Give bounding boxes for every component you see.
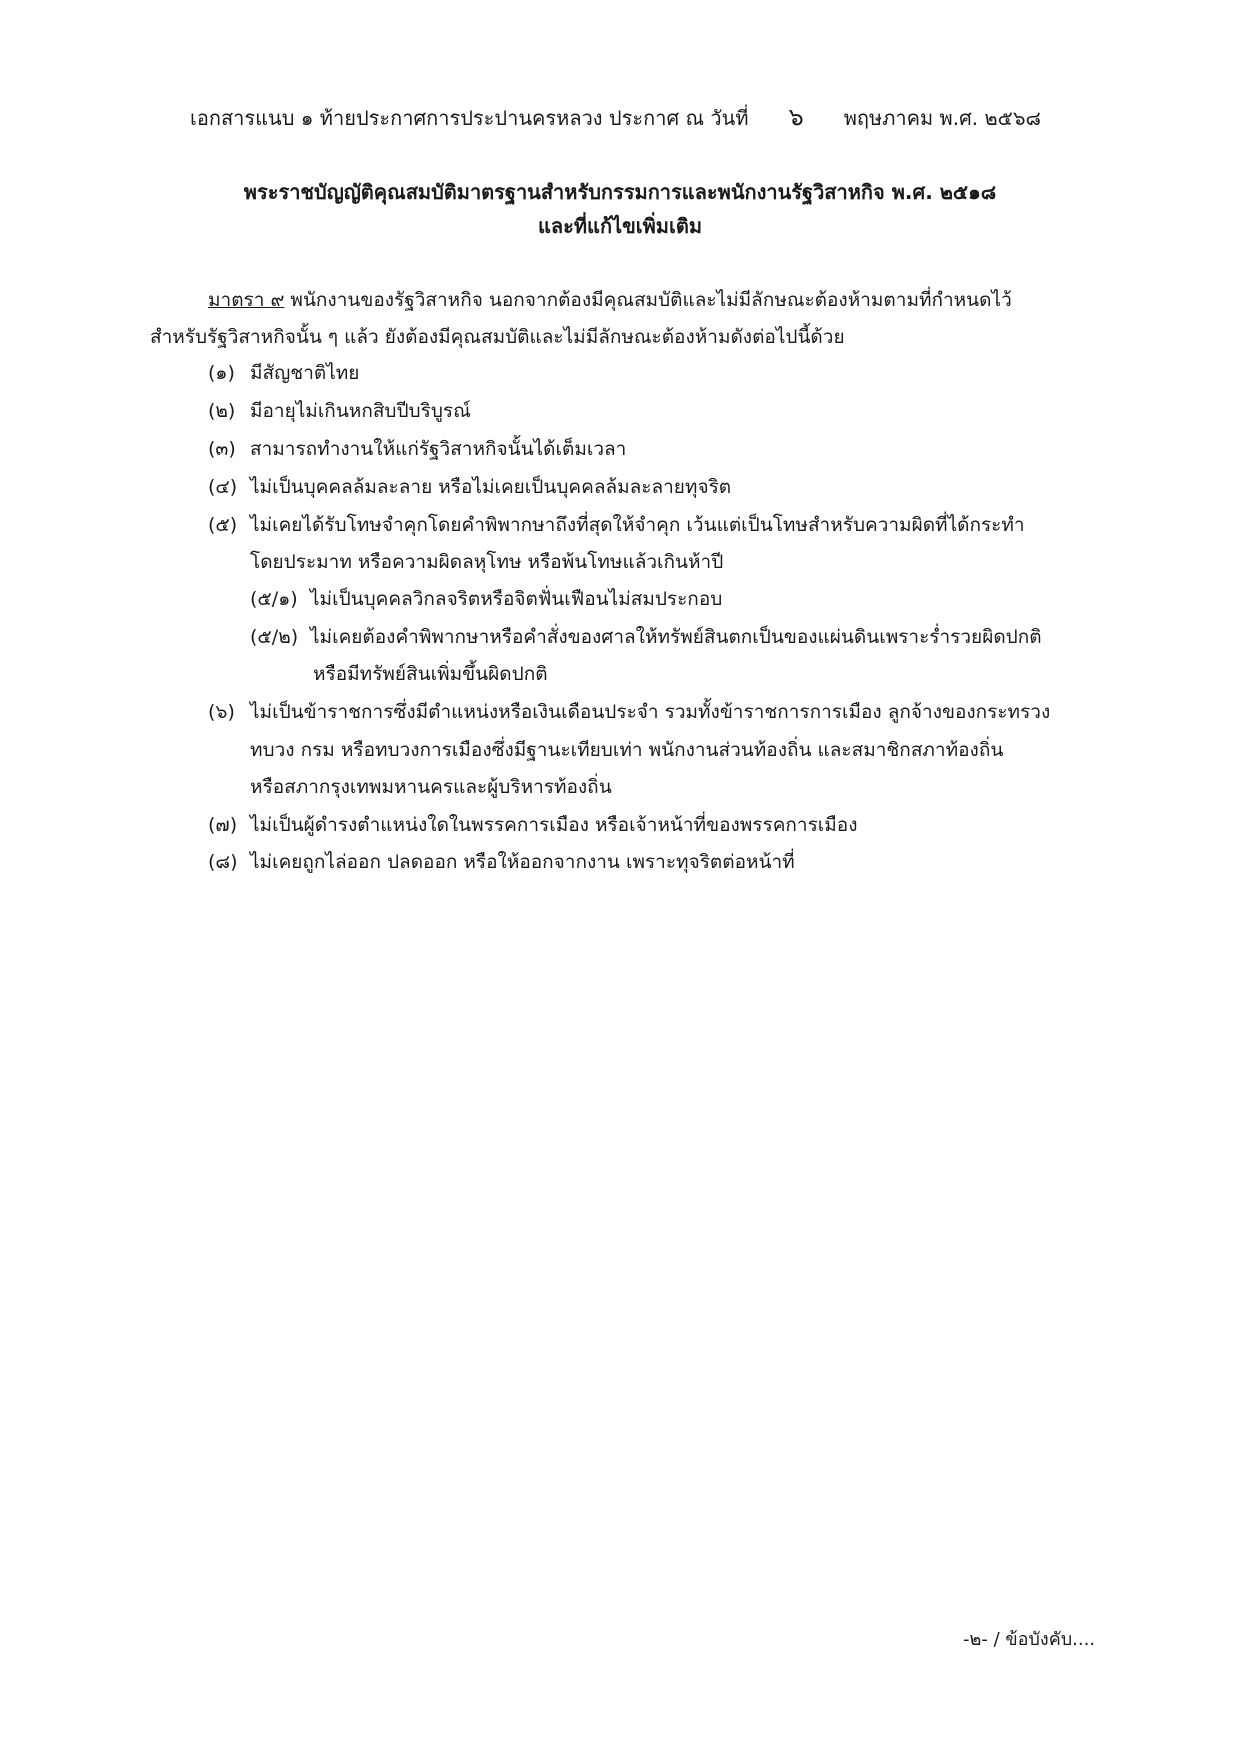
item-text: ไม่เคยได้รับโทษจำคุกโดยคำพิพากษาถึงที่สุดให้จำคุก เว้นแต่เป็นโทษสำหรับความผิดที่ได้กระทำ <box>250 514 1025 536</box>
header-prefix: เอกสารแนบ ๑ ท้ายประกาศการประปานครหลวง ประกาศ ณ วันที่ <box>190 106 749 130</box>
section-intro-line1 <box>208 285 1012 315</box>
item-text: ไม่เป็นผู้ดำรงตำแหน่งใดในพรรคการเมือง หรือเจ้าหน้าที่ของพรรคการเมือง <box>250 814 858 836</box>
item-continuation: ทบวง กรม หรือทบวงการเมืองซึ่งมีฐานะเทียบเท่า พนักงานส่วนท้องถิ่น และสมาชิกสภาท้องถิ่น <box>250 739 1004 761</box>
item-continuation: หรือมีทรัพย์สินเพิ่มขึ้นผิดปกติ <box>313 663 548 685</box>
item-text: ไม่เคยถูกไล่ออก ปลดออก หรือให้ออกจากงาน เพราะทุจริตต่อหน้าที่ <box>250 851 795 873</box>
page-footer: -๒- / ข้อบังคับ.... <box>963 1629 1096 1650</box>
item-text: มีอายุไม่เกินหกสิบปีบริบูรณ์ <box>250 400 471 422</box>
item-number: (๕/๒) <box>250 626 299 648</box>
item-text: ไม่เป็นบุคคลล้มละลาย หรือไม่เคยเป็นบุคคลล้มละลายทุจริต <box>250 476 732 498</box>
item-text: ไม่เคยต้องคำพิพากษาหรือคำสั่งของศาลให้ทรัพย์สินตกเป็นของแผ่นดินเพราะร่ำรวยผิดปกติ <box>310 626 1042 648</box>
list-item <box>208 847 795 877</box>
list-item <box>208 396 471 426</box>
list-item <box>208 434 626 464</box>
item-number: (๓) <box>208 438 236 460</box>
document-title-line1: พระราชบัญญัติคุณสมบัติมาตรฐานสำหรับกรรมการและพนักงานรัฐวิสาหกิจ พ.ศ. ๒๕๑๘ <box>243 180 997 204</box>
item-number: (๕/๑) <box>250 588 298 610</box>
list-item <box>208 697 1050 727</box>
list-item <box>250 622 1042 652</box>
item-text: ไม่เป็นข้าราชการซึ่งมีตำแหน่งหรือเงินเดือนประจำ รวมทั้งข้าราชการการเมือง ลูกจ้างของกระทรวง <box>250 701 1051 723</box>
document-title-line2: และที่แก้ไขเพิ่มเติม <box>537 214 702 238</box>
item-text: ไม่เป็นบุคคลวิกลจริตหรือจิตฟั่นเฟือนไม่สมประกอบ <box>310 588 723 610</box>
item-number: (๘) <box>208 851 238 873</box>
list-item <box>208 810 858 840</box>
header-month-year: พฤษภาคม พ.ศ. ๒๕๖๘ <box>843 106 1041 130</box>
section-intro-text1: พนักงานของรัฐวิสาหกิจ นอกจากต้องมีคุณสมบัติและไม่มีลักษณะต้องห้ามตามที่กำหนดไว้ <box>284 289 1012 311</box>
item-number: (๒) <box>208 400 236 422</box>
item-number: (๗) <box>208 814 238 836</box>
item-continuation: โดยประมาท หรือความผิดลหุโทษ หรือพ้นโทษแล้วเกินห้าปี <box>250 551 724 573</box>
item-text: สามารถทำงานให้แก่รัฐวิสาหกิจนั้นได้เต็มเวลา <box>250 438 627 460</box>
list-item <box>208 358 359 388</box>
list-item <box>250 584 722 614</box>
item-text: มีสัญชาติไทย <box>250 362 360 384</box>
item-number: (๖) <box>208 701 235 723</box>
item-continuation: หรือสภากรุงเทพมหานครและผู้บริหารท้องถิ่น <box>250 776 612 798</box>
list-item <box>208 472 731 502</box>
header-day: ๖ <box>788 103 804 131</box>
announcement-header <box>190 97 1041 136</box>
list-item <box>208 510 1025 540</box>
item-number: (๕) <box>208 514 238 536</box>
section-intro-line2: สำหรับรัฐวิสาหกิจนั้น ๆ แล้ว ยังต้องมีคุณสมบัติและไม่มีลักษณะต้องห้ามดังต่อไปนี้ด้วย <box>150 326 845 348</box>
item-number: (๔) <box>208 476 238 498</box>
item-number: (๑) <box>208 362 235 384</box>
section-label: มาตรา ๙ <box>208 289 285 311</box>
